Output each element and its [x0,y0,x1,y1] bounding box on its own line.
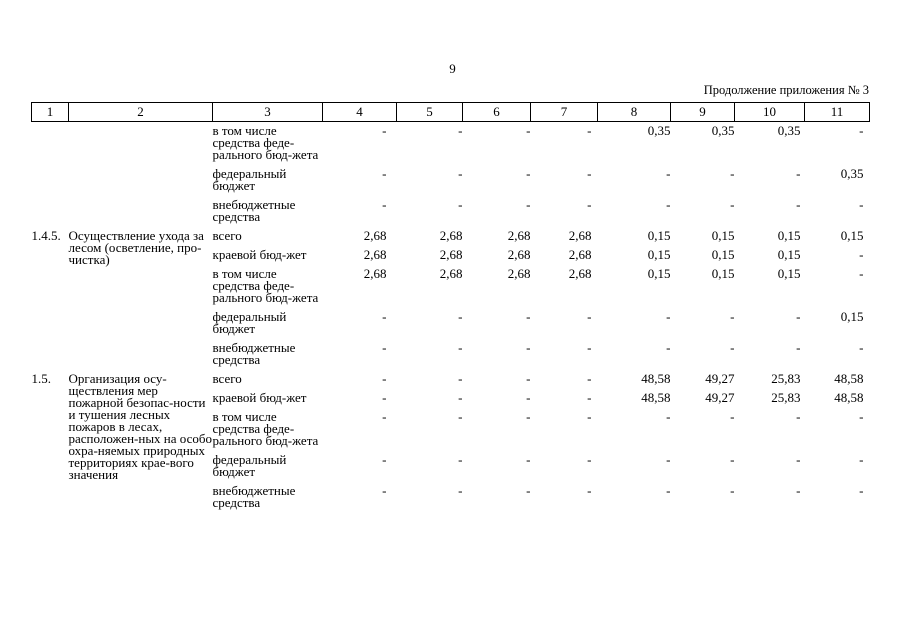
column-header: 9 [671,103,735,122]
value-cell: - [587,409,592,424]
value-cell: 0,15 [711,228,735,243]
value-cell: - [458,309,463,324]
funding-source: внебюджетные средства [212,483,296,510]
item-code [32,265,69,308]
funding-source: всего [212,228,242,243]
value-cell: 0,15 [711,266,735,281]
value-cell: - [730,340,735,355]
value-cell: - [859,409,864,424]
item-name: Осуществление ухода за лесом (осветление, про-чистка) [68,228,204,267]
value-cell: 0,15 [840,228,864,243]
value-cell: - [796,409,801,424]
value-cell: 2,68 [439,266,463,281]
value-cell: - [526,309,531,324]
value-cell: - [526,123,531,138]
value-cell: - [382,483,387,498]
value-cell: - [587,340,592,355]
value-cell: - [458,390,463,405]
item-code [32,482,69,513]
value-cell: - [796,483,801,498]
column-header: 3 [213,103,323,122]
value-cell: - [526,452,531,467]
funding-source: в том числе средства феде-рального бюд-жета [212,409,319,448]
value-cell: 0,15 [711,247,735,262]
column-header: 10 [735,103,805,122]
item-code [32,408,69,451]
value-cell: - [796,166,801,181]
value-cell: - [526,340,531,355]
value-cell: - [796,340,801,355]
value-cell: 0,15 [840,309,864,324]
value-cell: 0,15 [777,247,801,262]
value-cell: 0,15 [777,266,801,281]
table-row [32,165,870,196]
value-cell: 0,35 [711,123,735,138]
value-cell: 2,68 [439,228,463,243]
value-cell: - [587,390,592,405]
value-cell: - [526,409,531,424]
value-cell: - [587,309,592,324]
value-cell: - [666,309,671,324]
value-cell: 2,68 [568,247,592,262]
value-cell: - [458,166,463,181]
value-cell: - [458,197,463,212]
value-cell: - [382,390,387,405]
value-cell: 2,68 [568,266,592,281]
value-cell: - [666,483,671,498]
value-cell: - [796,452,801,467]
value-cell: - [859,340,864,355]
item-name: Организация осу-ществления мер пожарной безопас-ности и тушения лесных пожаров в лесах, расположен-ных на особо охра-няемых природных территориях крае-вого значения [68,371,212,482]
table-row [32,122,870,166]
value-cell: 48,58 [834,390,864,405]
item-code: 1.4.5. [31,228,61,243]
budget-table [31,102,870,513]
table-row [32,196,870,227]
value-cell: 48,58 [641,390,671,405]
value-cell: - [730,483,735,498]
value-cell: - [796,197,801,212]
value-cell: 49,27 [705,390,735,405]
value-cell: 0,15 [777,228,801,243]
value-cell: - [730,409,735,424]
value-cell: 25,83 [771,371,801,386]
funding-source: в том числе средства феде-рального бюд-жета [212,266,319,305]
funding-source: всего [212,371,242,386]
value-cell: 0,15 [647,247,671,262]
value-cell: 2,68 [568,228,592,243]
value-cell: 0,35 [777,123,801,138]
continuation-note: Продолжение приложения № 3 [703,83,869,97]
value-cell: - [666,452,671,467]
value-cell: - [730,197,735,212]
value-cell: - [526,371,531,386]
value-cell: 25,83 [771,390,801,405]
column-header: 8 [598,103,671,122]
value-cell: - [587,197,592,212]
value-cell: - [859,247,864,262]
value-cell: - [730,452,735,467]
funding-source: внебюджетные средства [212,340,296,367]
value-cell: - [587,452,592,467]
item-code [32,339,69,370]
value-cell: - [526,483,531,498]
value-cell: - [859,197,864,212]
value-cell: - [382,123,387,138]
item-code: 1.5. [31,371,51,386]
value-cell: - [859,483,864,498]
value-cell: - [730,166,735,181]
value-cell: - [526,166,531,181]
funding-source: в том числе средства феде-рального бюд-жета [212,123,319,162]
value-cell: - [859,123,864,138]
value-cell: - [666,340,671,355]
value-cell: - [382,197,387,212]
value-cell: 2,68 [507,247,531,262]
funding-source: федеральный бюджет [212,309,287,336]
value-cell: 0,15 [647,266,671,281]
value-cell: - [587,123,592,138]
value-cell: - [526,197,531,212]
table-row [32,227,870,246]
column-header: 5 [397,103,463,122]
page-number: 9 [449,61,456,76]
value-cell: - [859,452,864,467]
funding-source: краевой бюд-жет [212,390,307,405]
value-cell: - [859,266,864,281]
value-cell: - [458,123,463,138]
value-cell: 2,68 [363,266,387,281]
table-row [32,370,870,389]
value-cell: - [458,452,463,467]
value-cell: 2,68 [439,247,463,262]
value-cell: - [382,340,387,355]
value-cell: - [382,166,387,181]
value-cell: 48,58 [834,371,864,386]
value-cell: 0,35 [840,166,864,181]
value-cell: 2,68 [363,247,387,262]
item-code [32,308,69,339]
value-cell: - [587,166,592,181]
column-header: 4 [323,103,397,122]
item-name [69,165,213,196]
value-cell: 2,68 [507,228,531,243]
value-cell: - [526,390,531,405]
value-cell: - [458,483,463,498]
value-cell: 0,35 [647,123,671,138]
column-header: 1 [32,103,69,122]
value-cell: - [666,409,671,424]
value-cell: - [587,483,592,498]
value-cell: - [458,371,463,386]
item-name [69,122,213,166]
value-cell: - [730,309,735,324]
value-cell: - [382,371,387,386]
value-cell: - [796,309,801,324]
item-code [32,451,69,482]
value-cell: 0,15 [647,228,671,243]
column-header: 2 [69,103,213,122]
funding-source: краевой бюд-жет [212,247,307,262]
item-code [32,246,69,265]
value-cell: 2,68 [363,228,387,243]
value-cell: - [666,166,671,181]
column-number-row [32,103,870,122]
column-header: 6 [463,103,531,122]
funding-source: федеральный бюджет [212,166,287,193]
value-cell: - [382,309,387,324]
item-code [32,196,69,227]
value-cell: - [382,409,387,424]
item-code [32,122,69,166]
item-code [32,389,69,408]
item-name [69,196,213,227]
value-cell: 49,27 [705,371,735,386]
column-header: 11 [805,103,870,122]
value-cell: - [666,197,671,212]
value-cell: 48,58 [641,371,671,386]
value-cell: - [587,371,592,386]
value-cell: - [382,452,387,467]
value-cell: - [458,340,463,355]
funding-source: федеральный бюджет [212,452,287,479]
column-header: 7 [531,103,598,122]
funding-source: внебюджетные средства [212,197,296,224]
item-code [32,165,69,196]
value-cell: - [458,409,463,424]
value-cell: 2,68 [507,266,531,281]
